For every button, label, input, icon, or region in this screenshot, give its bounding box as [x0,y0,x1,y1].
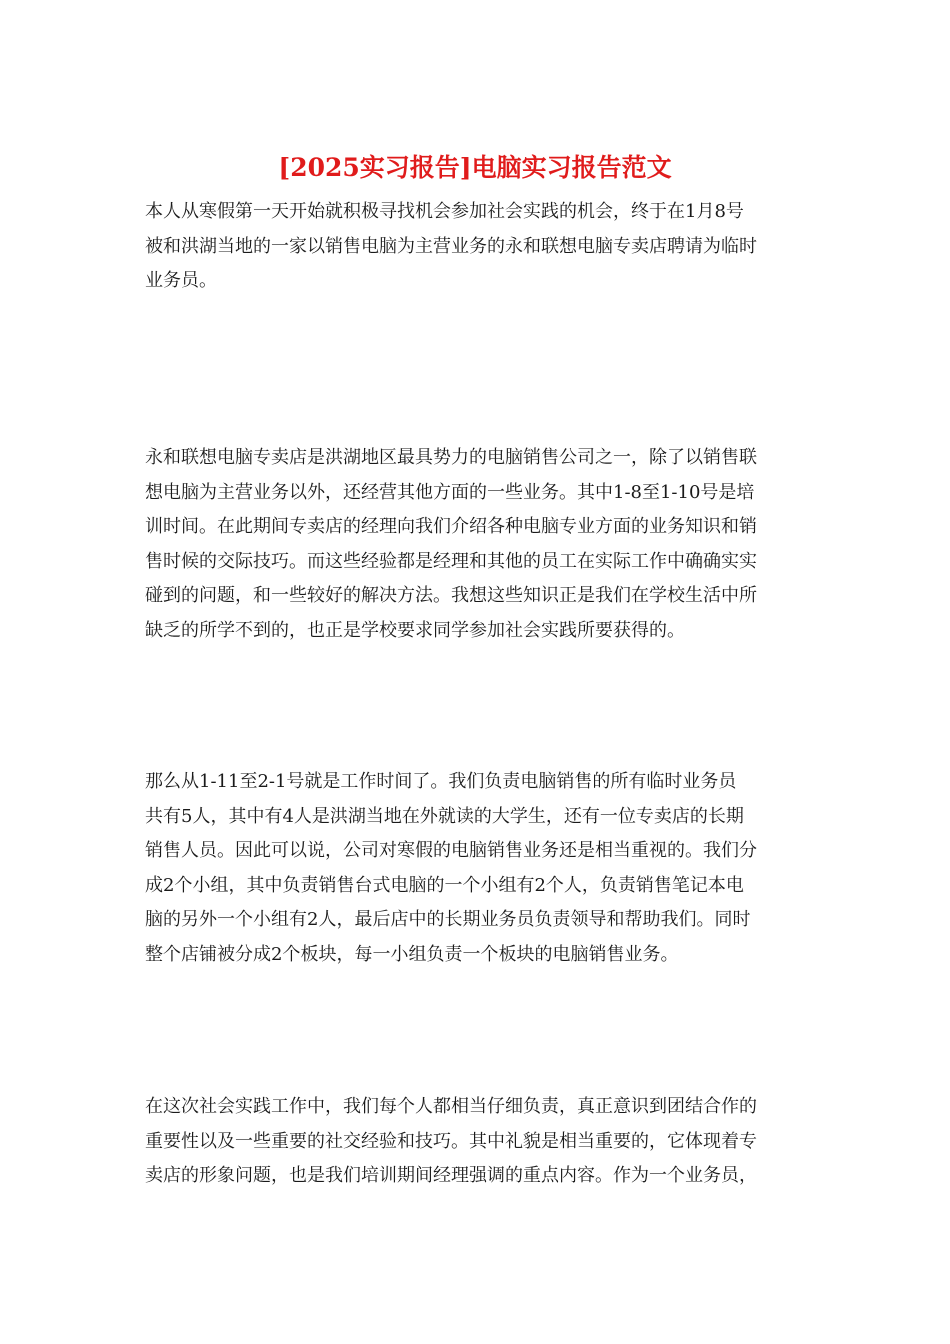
paragraph-line: 成2个小组，其中负责销售台式电脑的一个小组有2个人，负责销售笔记本电 [145,874,744,896]
paragraph-line: 被和洪湖当地的一家以销售电脑为主营业务的永和联想电脑专卖店聘请为临时 [145,235,757,257]
paragraph-line: 重要性以及一些重要的社交经验和技巧。其中礼貌是相当重要的，它体现着专 [145,1130,757,1152]
paragraph-3 [145,765,809,972]
paragraph-line: 缺乏的所学不到的，也正是学校要求同学参加社会实践所要获得的。 [145,619,685,641]
paragraph-1 [145,195,809,299]
paragraph-line: 碰到的问题，和一些较好的解决方法。我想这些知识正是我们在学校生活中所 [145,585,757,606]
paragraph-line: 训时间。在此期间专卖店的经理向我们介绍各种电脑专业方面的业务知识和销 [145,516,757,537]
paragraph-4 [145,1090,809,1194]
paragraph-line: 整个店铺被分成2个板块，每一小组负责一个板块的电脑销售业务。 [145,943,679,965]
paragraph-line: 那么从1-11至2-1号就是工作时间了。我们负责电脑销售的所有临时业务员 [145,771,737,792]
paragraph-line: 卖店的形象问题，也是我们培训期间经理强调的重点内容。作为一个业务员， [145,1165,757,1186]
paragraph-line: 业务员。 [145,270,217,291]
document-title: [2025实习报告]电脑实习报告范文 [278,153,672,182]
paragraph-line: 本人从寒假第一天开始就积极寻找机会参加社会实践的机会，终于在1月8号 [145,201,744,222]
paragraph-line: 共有5人，其中有4人是洪湖当地在外就读的大学生，还有一位专卖店的长期 [145,805,744,827]
paragraph-line: 脑的另外一个小组有2人，最后店中的长期业务员负责领导和帮助我们。同时 [145,909,751,930]
paragraph-line: 永和联想电脑专卖店是洪湖地区最具势力的电脑销售公司之一，除了以销售联 [145,447,757,468]
paragraph-line: 售时候的交际技巧。而这些经验都是经理和其他的员工在实际工作中确确实实 [145,550,757,572]
paragraph-2 [145,441,809,648]
paragraph-line: 在这次社会实践工作中，我们每个人都相当仔细负责，真正意识到团结合作的 [145,1096,757,1117]
paragraph-line: 销售人员。因此可以说，公司对寒假的电脑销售业务还是相当重视的。我们分 [145,840,757,861]
paragraph-line: 想电脑为主营业务以外，还经营其他方面的一些业务。其中1-8至1-10号是培 [145,481,755,503]
